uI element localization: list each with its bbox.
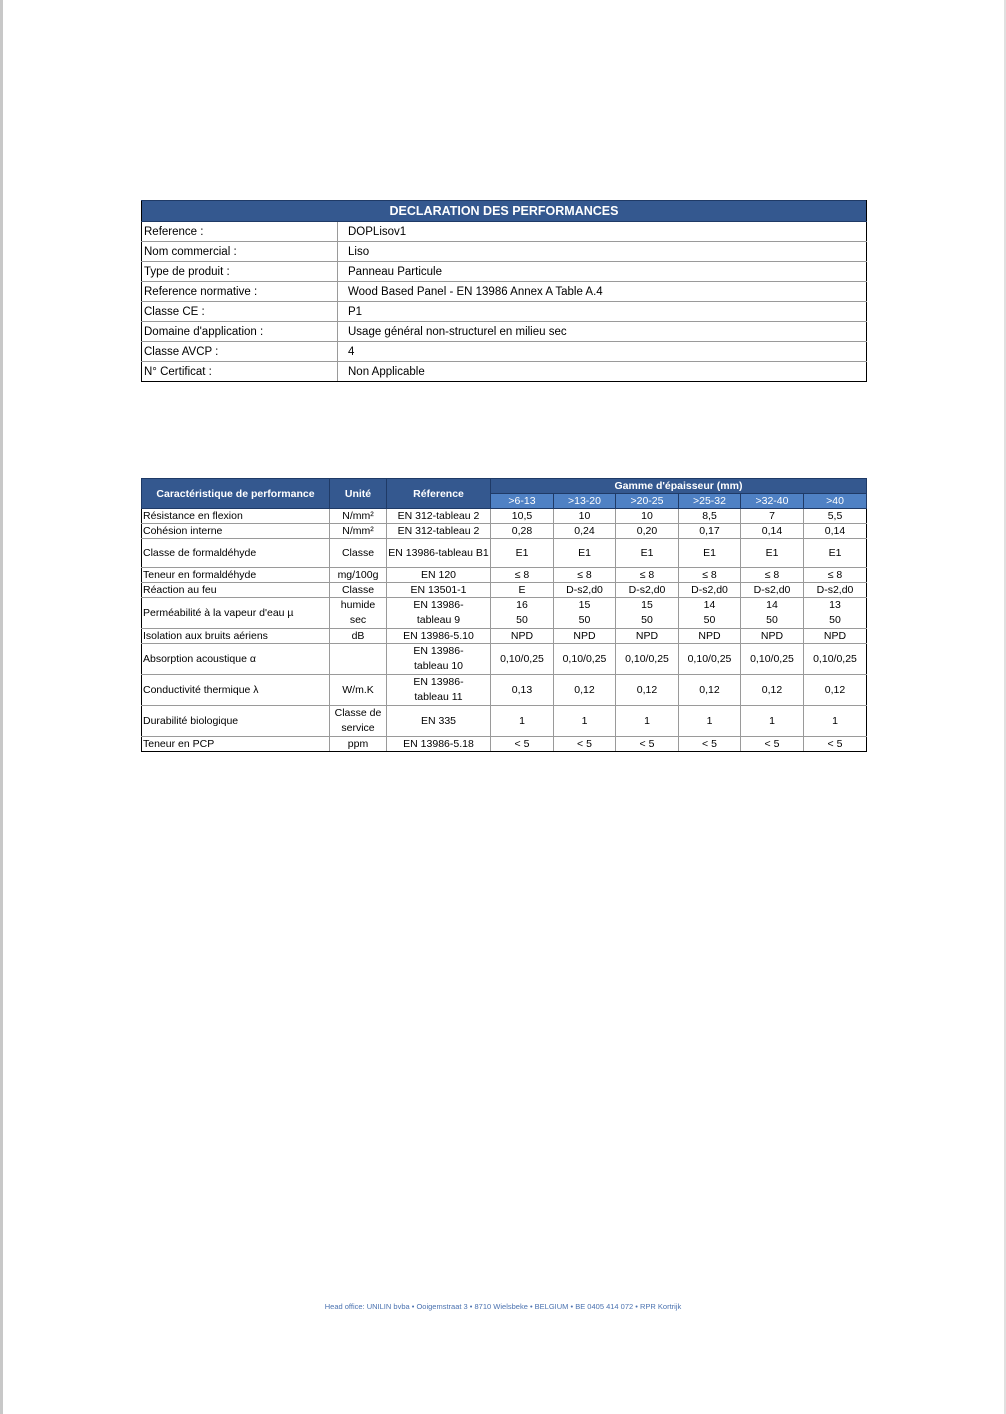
page-left-edge [0, 0, 3, 1414]
value-line: 50 [766, 614, 778, 626]
row-value: 7 [741, 509, 804, 524]
row-ref [387, 644, 491, 675]
row-value: 10 [554, 509, 616, 524]
ref-line: tableau 9 [416, 614, 461, 626]
row-value: P1 [338, 302, 867, 322]
row-value: 0,14 [804, 524, 867, 539]
table-row [142, 583, 867, 598]
row-value: NPD [741, 629, 804, 644]
row-value: D-s2,d0 [554, 583, 616, 598]
table-row [142, 509, 867, 524]
row-value: 1 [804, 706, 867, 737]
row-value: DOPLisov1 [338, 222, 867, 242]
row-value: ≤ 8 [554, 568, 616, 583]
row-value: 0,12 [741, 675, 804, 706]
value-line: 16 [516, 599, 528, 611]
table-row [142, 302, 867, 322]
ref-line: EN 13986- [413, 645, 464, 657]
row-value: 0,13 [491, 675, 554, 706]
row-label: Classe de formaldéhyde [142, 539, 330, 568]
header-range: >40 [804, 494, 867, 509]
row-ref: EN 13501-1 [387, 583, 491, 598]
row-value [491, 598, 554, 629]
row-value: < 5 [554, 737, 616, 752]
table-row [142, 706, 867, 737]
row-ref [387, 598, 491, 629]
value-line: 15 [578, 599, 591, 611]
table-row [142, 242, 867, 262]
row-value: E [491, 583, 554, 598]
row-value: 0,10/0,25 [554, 644, 616, 675]
row-label: Conductivité thermique λ [142, 675, 330, 706]
unit-line: service [341, 722, 375, 734]
row-value [804, 598, 867, 629]
row-label: Résistance en flexion [142, 509, 330, 524]
row-ref: EN 335 [387, 706, 491, 737]
row-value: NPD [616, 629, 679, 644]
row-value: 0,12 [804, 675, 867, 706]
row-value: ≤ 8 [616, 568, 679, 583]
row-unit: N/mm² [330, 524, 387, 539]
row-value: 0,24 [554, 524, 616, 539]
row-unit: W/m.K [330, 675, 387, 706]
declaration-title: DECLARATION DES PERFORMANCES [142, 201, 867, 222]
header-range: >25-32 [679, 494, 741, 509]
row-label: Domaine d'application : [142, 322, 338, 342]
row-value: 8,5 [679, 509, 741, 524]
row-label: Type de produit : [142, 262, 338, 282]
value-line: 50 [578, 614, 591, 626]
row-value: Wood Based Panel - EN 13986 Annex A Table A.4 [338, 282, 867, 302]
row-value: < 5 [741, 737, 804, 752]
row-value: 0,20 [616, 524, 679, 539]
row-label: Isolation aux bruits aériens [142, 629, 330, 644]
row-value: E1 [679, 539, 741, 568]
unit-line: Classe de [334, 707, 382, 719]
row-value: ≤ 8 [741, 568, 804, 583]
unit-line: humide [340, 599, 376, 611]
row-value: ≤ 8 [804, 568, 867, 583]
header-range: >32-40 [741, 494, 804, 509]
row-value: 0,10/0,25 [679, 644, 741, 675]
row-label: Nom commercial : [142, 242, 338, 262]
row-label: Reference normative : [142, 282, 338, 302]
row-value [554, 598, 616, 629]
row-value: E1 [804, 539, 867, 568]
table-row [142, 262, 867, 282]
row-ref: EN 312-tableau 2 [387, 509, 491, 524]
row-value: Non Applicable [338, 362, 867, 382]
row-label: Teneur en formaldéhyde [142, 568, 330, 583]
row-unit: dB [330, 629, 387, 644]
value-line: 14 [703, 599, 716, 611]
row-unit: mg/100g [330, 568, 387, 583]
table-row [142, 644, 867, 675]
row-value: ≤ 8 [491, 568, 554, 583]
header-reference: Réference [387, 479, 491, 509]
row-label: Absorption acoustique α [142, 644, 330, 675]
row-label: Durabilité biologique [142, 706, 330, 737]
row-label: Réaction au feu [142, 583, 330, 598]
row-value: 0,10/0,25 [804, 644, 867, 675]
unit-line: sec [349, 614, 367, 626]
declaration-table [141, 200, 867, 382]
row-ref: EN 120 [387, 568, 491, 583]
value-line: 14 [766, 599, 778, 611]
table-row [142, 222, 867, 242]
row-value: < 5 [616, 737, 679, 752]
table-row [142, 675, 867, 706]
row-value: D-s2,d0 [804, 583, 867, 598]
header-range: >6-13 [491, 494, 554, 509]
row-value: 0,12 [679, 675, 741, 706]
table-row [142, 539, 867, 568]
table-row [142, 629, 867, 644]
row-value: 1 [554, 706, 616, 737]
row-value: 1 [616, 706, 679, 737]
row-unit: Classe [330, 583, 387, 598]
row-label: Classe AVCP : [142, 342, 338, 362]
row-value: 10,5 [491, 509, 554, 524]
value-line: 15 [641, 599, 653, 611]
value-line: 50 [829, 614, 841, 626]
row-value: 4 [338, 342, 867, 362]
row-value: 0,12 [554, 675, 616, 706]
footer-address: Head office: UNILIN bvba • Ooigemstraat 3 • 8710 Wielsbeke • BELGIUM • BE 0405 414 072 • RPR Kortrijk [324, 1302, 682, 1311]
row-value: 0,17 [679, 524, 741, 539]
row-value: D-s2,d0 [616, 583, 679, 598]
header-unite: Unité [330, 479, 387, 509]
row-unit [330, 598, 387, 629]
row-value: 1 [679, 706, 741, 737]
row-label: Perméabilité à la vapeur d'eau µ [142, 598, 330, 629]
row-value: D-s2,d0 [679, 583, 741, 598]
value-line: 50 [516, 614, 528, 626]
header-range: >20-25 [616, 494, 679, 509]
row-unit: Classe [330, 539, 387, 568]
header-caracteristique: Caractéristique de performance [142, 479, 330, 509]
row-value: NPD [491, 629, 554, 644]
row-value: 0,10/0,25 [616, 644, 679, 675]
row-value: E1 [554, 539, 616, 568]
header-range: >13-20 [554, 494, 616, 509]
row-value: < 5 [491, 737, 554, 752]
row-value: 1 [491, 706, 554, 737]
row-ref [387, 675, 491, 706]
row-label: N° Certificat : [142, 362, 338, 382]
ref-line: tableau 11 [414, 691, 463, 703]
row-value: NPD [554, 629, 616, 644]
row-value: < 5 [804, 737, 867, 752]
row-value: 0,28 [491, 524, 554, 539]
row-value: 0,10/0,25 [491, 644, 554, 675]
row-value: 0,14 [741, 524, 804, 539]
row-label: Reference : [142, 222, 338, 242]
row-value: ≤ 8 [679, 568, 741, 583]
row-value [741, 598, 804, 629]
row-value: D-s2,d0 [741, 583, 804, 598]
value-line: 13 [829, 599, 841, 611]
row-value: 10 [616, 509, 679, 524]
row-label: Teneur en PCP [142, 737, 330, 752]
table-row [142, 598, 867, 629]
row-ref: EN 13986-5.18 [387, 737, 491, 752]
row-value: E1 [741, 539, 804, 568]
row-ref: EN 13986-5.10 [387, 629, 491, 644]
row-value: 5,5 [804, 509, 867, 524]
table-row [142, 322, 867, 342]
row-value: 0,12 [616, 675, 679, 706]
row-value: E1 [616, 539, 679, 568]
row-label: Cohésion interne [142, 524, 330, 539]
row-value: Liso [338, 242, 867, 262]
table-row [142, 342, 867, 362]
row-ref: EN 13986-tableau B1 [387, 539, 491, 568]
value-line: 50 [641, 614, 653, 626]
row-value: Usage général non-structurel en milieu sec [338, 322, 867, 342]
row-value [616, 598, 679, 629]
row-unit: ppm [330, 737, 387, 752]
row-value: 1 [741, 706, 804, 737]
table-row [142, 568, 867, 583]
row-unit [330, 644, 387, 675]
row-unit: N/mm² [330, 509, 387, 524]
row-value: E1 [491, 539, 554, 568]
row-value: < 5 [679, 737, 741, 752]
table-row [142, 524, 867, 539]
row-value: 0,10/0,25 [741, 644, 804, 675]
row-value: NPD [804, 629, 867, 644]
ref-line: tableau 10 [413, 660, 464, 672]
row-value [679, 598, 741, 629]
performance-table [141, 478, 867, 752]
row-value: Panneau Particule [338, 262, 867, 282]
header-gamme: Gamme d'épaisseur (mm) [491, 479, 867, 494]
table-row [142, 362, 867, 382]
value-line: 50 [703, 614, 716, 626]
row-label: Classe CE : [142, 302, 338, 322]
row-ref: EN 312-tableau 2 [387, 524, 491, 539]
row-value: NPD [679, 629, 741, 644]
table-row [142, 737, 867, 752]
table-row [142, 282, 867, 302]
row-unit [330, 706, 387, 737]
ref-line: EN 13986- [413, 676, 464, 688]
ref-line: EN 13986- [413, 599, 464, 611]
